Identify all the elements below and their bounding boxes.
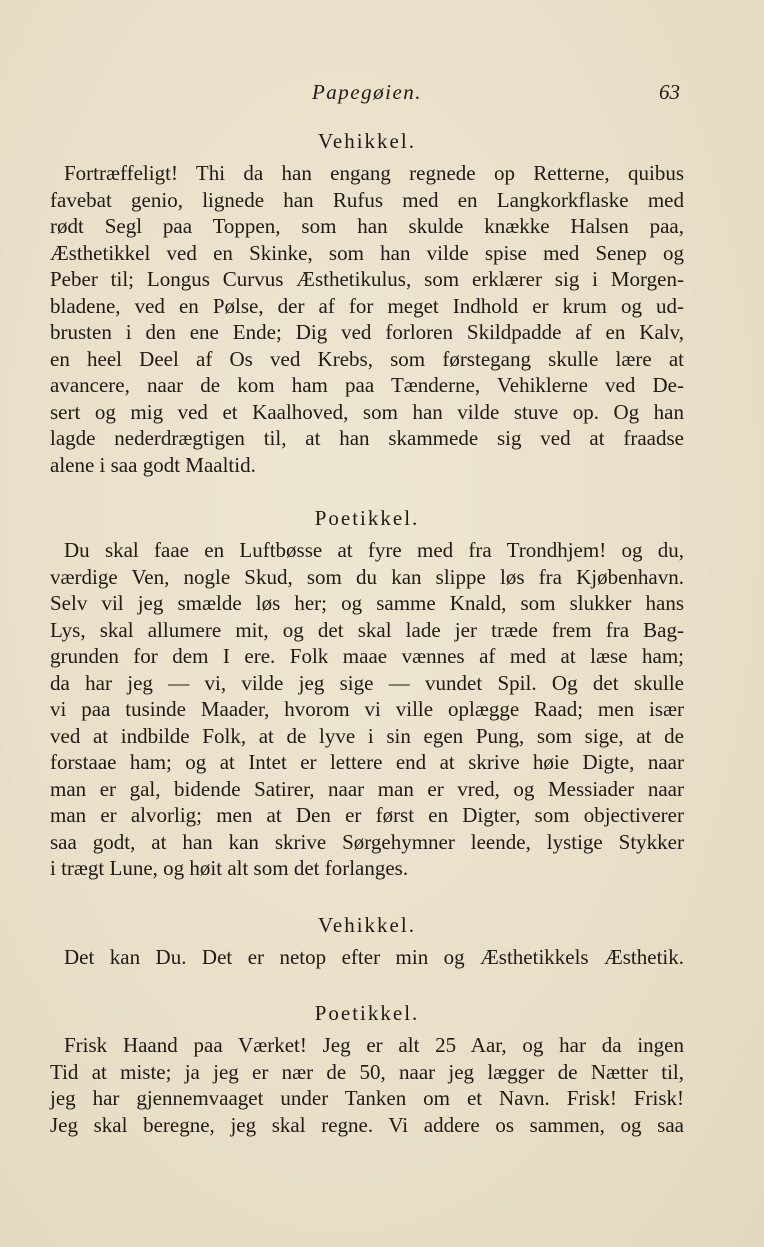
speech-text [50,160,684,478]
text-line: vi paa tusinde Maader, hvorom vi ville oplægge Raad; men især [50,697,684,721]
text-line: man er gal, bidende Satirer, naar man er vred, og Messiader naar [50,776,684,801]
text-line: Lys, skal allumere mit, og det skal lade jer træde frem fra Bag- [50,617,684,642]
text-line: lagde nederdrægtigen til, at han skammede sig ved at fraadse [50,426,684,450]
text-line: jeg har gjennemvaaget under Tanken om et Navn. Frisk! Frisk! [50,1086,684,1110]
text-line: ved at indbilde Folk, at de lyve i sin egen Pung, som sige, at de [50,723,684,748]
text-line: da har jeg — vi, vilde jeg sige — vundet Spil. Og det skulle [50,670,684,695]
text-line: Det kan Du. Det er netop efter min og Æsthetikkels Æsthetik. [64,944,684,969]
page-body [50,128,684,1138]
text-line: sert og mig ved et Kaalhoved, som han vilde stuve op. Og han [50,399,684,424]
dialogue-section [50,912,684,971]
text-line: Peber til; Longus Curvus Æsthetikulus, som erklærer sig i Morgen- [50,267,684,291]
page-number: 63 [659,80,680,104]
speech-text [50,1032,684,1138]
text-line: Tid at miste; ja jeg er nær de 50, naar jeg lægger de Nætter til, [50,1059,684,1084]
text-line: Jeg skal beregne, jeg skal regne. Vi addere os sammen, og saa [50,1112,684,1137]
running-title: Papegøien. [311,80,423,104]
text-line: favebat genio, lignede han Rufus med en Langkorkflaske med [50,187,684,212]
text-line: rødt Segl paa Toppen, som han skulde knække Halsen paa, [50,214,684,238]
text-line: Frisk Haand paa Værket! Jeg er alt 25 Aar, og har da ingen [64,1033,684,1057]
speaker-name: Poetikkel. [314,506,420,530]
text-line: Æsthetikkel ved en Skinke, som han vilde spise med Senep og [50,240,684,265]
text-line: værdige Ven, nogle Skud, som du kan slippe løs fra Kjøbenhavn. [50,564,684,589]
text-line: i trægt Lune, og høit alt som det forlanges. [50,856,409,880]
text-line: alene i saa godt Maaltid. [50,452,256,477]
speaker-name: Vehikkel. [318,129,416,153]
text-line: avancere, naar de kom ham paa Tænderne, Vehiklerne ved De- [50,373,684,397]
text-line: Du skal faae en Luftbøsse at fyre med fra Trondhjem! og du, [64,538,684,562]
speech-text [50,944,684,971]
text-line: grunden for dem I ere. Folk maae vænnes af med at læse ham; [50,644,684,668]
speaker-name: Vehikkel. [318,912,416,937]
text-line: en heel Deel af Os ved Krebs, som førstegang skulle lære at [50,346,684,371]
text-line: man er alvorlig; men at Den er først en Digter, som objectiverer [50,803,684,827]
text-line: brusten i den ene Ende; Dig ved forloren Skildpadde af en Kalv, [50,320,684,344]
page-header [50,80,684,110]
text-line: forstaae ham; og at Intet er lettere end at skrive høie Digte, naar [50,750,684,774]
text-line: Fortræffeligt! Thi da han engang regnede op Retterne, quibus [64,161,684,185]
text-line: saa godt, at han kan skrive Sørgehymner leende, lystige Stykker [50,829,684,854]
dialogue-section [50,505,684,882]
text-line: Selv vil jeg smælde løs her; og samme Knald, som slukker hans [50,591,684,615]
speaker-name: Poetikkel. [314,1001,420,1025]
dialogue-section [50,1000,684,1138]
text-line: bladene, ved en Pølse, der af for meget Indhold er krum og ud- [50,293,684,318]
speech-text [50,537,684,882]
dialogue-section [50,128,684,478]
